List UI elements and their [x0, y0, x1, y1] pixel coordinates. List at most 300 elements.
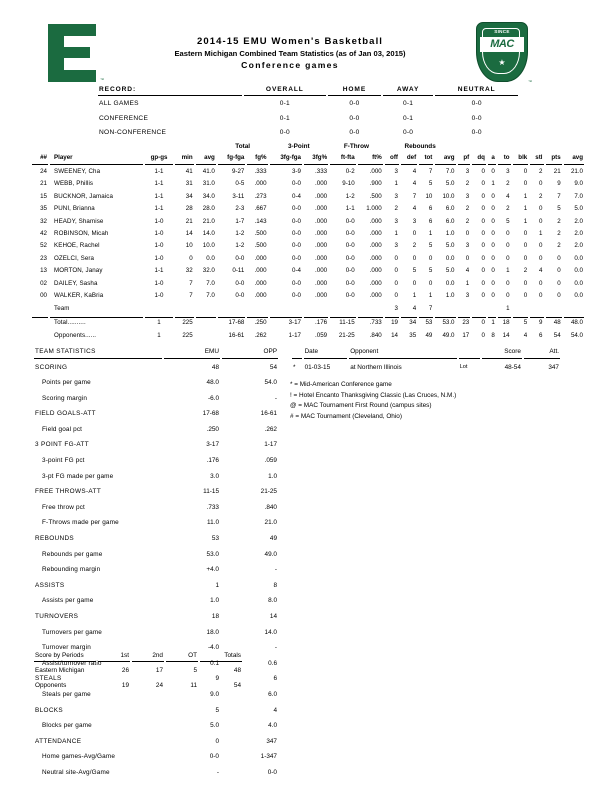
total-ft: 11-15	[330, 317, 356, 329]
team-stat-opp: -	[274, 394, 277, 402]
team-stat-opp: 1-347	[260, 753, 277, 761]
opp-rebavg: 49.0	[442, 331, 455, 339]
opp-a: 8	[491, 331, 495, 339]
player-pts: 0	[557, 279, 561, 287]
player-ftpct: .000	[369, 279, 382, 287]
player-def: 0	[412, 254, 417, 262]
col-a: a	[488, 153, 496, 165]
player-blk: 0	[523, 279, 528, 287]
emu-logo-icon	[48, 24, 104, 82]
team-stat-emu: 48.0	[206, 379, 219, 387]
team-stat-label: Points per game	[42, 379, 91, 387]
player-blk: 0	[523, 242, 528, 250]
player-def: 5	[412, 267, 417, 275]
player-blk: 1	[523, 205, 528, 213]
player-off: 0	[394, 267, 398, 275]
team-def: 4	[412, 305, 417, 313]
team-stat-emu: -6.0	[207, 394, 219, 402]
player-a: 1	[491, 180, 495, 188]
player-blk: 1	[523, 192, 528, 200]
player-pts: 0	[557, 267, 561, 275]
player-gpgs: 1-1	[154, 180, 164, 188]
opponents-row	[32, 331, 584, 341]
col-tot: tot	[419, 153, 433, 165]
col-3fgpct: 3fg%	[304, 153, 328, 165]
player-name: ROBINSON, Micah	[54, 229, 109, 237]
opp-min: 225	[182, 331, 193, 339]
player-pts: 9	[557, 180, 561, 188]
player-ftpct: .000	[369, 254, 382, 262]
player-dq: 0	[481, 205, 485, 213]
player-row	[32, 241, 584, 251]
opp-pts: 54	[553, 331, 561, 339]
col-pf: pf	[458, 153, 471, 165]
col-rebavg: avg	[435, 153, 455, 165]
team-stat-label: Rebounds per game	[42, 550, 103, 558]
player-fg: 0-0	[235, 254, 245, 262]
player-blk: 2	[523, 267, 528, 275]
emu-trademark: ™	[100, 77, 104, 82]
player-ptsavg: 2.0	[574, 217, 583, 225]
sbp-cell-total: 48	[233, 667, 241, 674]
record-header-row	[98, 84, 518, 96]
player-fg: 2-3	[235, 205, 245, 213]
player-ftpct: .000	[369, 167, 382, 175]
group-header-total: Total	[235, 143, 251, 150]
player-tfg: 0-0	[292, 229, 301, 237]
player-fgpct: .000	[254, 180, 267, 188]
player-dq: 0	[481, 180, 485, 188]
player-off: 2	[394, 205, 398, 213]
player-def: 4	[412, 180, 417, 188]
title-line-1: 2014-15 EMU Women's Basketball	[196, 36, 384, 47]
team-stat-emu: 17-68	[202, 410, 219, 418]
sched-col-att: Att.	[524, 346, 560, 359]
opp-ft: 21-25	[338, 331, 355, 339]
opp-tot: 49	[425, 331, 433, 339]
team-stat-opp: 21-25	[260, 488, 277, 496]
player-dq: 0	[481, 242, 485, 250]
player-to: 2	[506, 180, 510, 188]
player-pf: 3	[465, 167, 470, 175]
player-to: 1	[506, 267, 510, 275]
player-row	[32, 266, 584, 276]
player-number: 35	[40, 205, 47, 213]
team-stat-row	[34, 454, 278, 468]
team-row-label: Team	[54, 305, 70, 313]
player-pts: 5	[557, 205, 561, 213]
player-pf: 3	[465, 192, 470, 200]
player-tfgpct: .000	[315, 205, 328, 213]
team-stat-opp: 6.0	[268, 690, 277, 698]
player-fgpct: .000	[254, 267, 267, 275]
sbp-col-totals: Totals	[200, 650, 242, 662]
opp-off: 14	[391, 331, 398, 339]
player-pf: 1	[465, 279, 470, 287]
record-cell: 0-0	[471, 114, 482, 122]
player-a: 0	[491, 192, 495, 200]
player-rebavg: 6.0	[445, 217, 455, 225]
player-off: 0	[394, 291, 398, 299]
team-stat-emu: 53	[211, 535, 219, 543]
col-dq: dq	[472, 153, 486, 165]
player-fg: 1-2	[235, 229, 245, 237]
sbp-cell-total: 54	[233, 682, 241, 690]
player-blk: 0	[523, 180, 528, 188]
player-minavg: 41.0	[202, 167, 215, 175]
player-pf: 0	[465, 254, 470, 262]
record-cell: 0-0	[471, 129, 482, 136]
team-stats-title: TEAM STATISTICS	[34, 346, 162, 359]
player-rebavg: 5.0	[445, 267, 455, 275]
opp-3fgpct: .059	[315, 331, 328, 339]
player-gpgs: 1-0	[154, 254, 164, 262]
record-cell: 0-1	[279, 114, 290, 122]
player-tot: 5	[428, 180, 433, 188]
player-name: HEADY, Shamise	[54, 217, 104, 225]
team-stat-row	[34, 438, 278, 452]
sbp-col-1st: 1st	[98, 650, 130, 662]
player-minavg: 10.0	[202, 242, 215, 250]
team-stat-opp: 49	[269, 535, 277, 543]
star-icon: ★	[498, 58, 506, 67]
player-tfgpct: .000	[315, 291, 328, 299]
player-dq: 0	[481, 167, 485, 175]
record-cell: 0-0	[471, 100, 482, 107]
sched-col-score: Score	[482, 346, 522, 359]
player-number: 00	[40, 291, 47, 299]
player-fg: 1-7	[235, 217, 245, 225]
team-stat-label: Assist/turnover ratio	[42, 659, 102, 667]
player-minavg: 14.0	[202, 229, 215, 237]
player-dq: 0	[481, 291, 485, 299]
player-off: 3	[394, 242, 398, 250]
player-a: 0	[491, 229, 495, 237]
player-to: 3	[506, 167, 510, 175]
player-min: 32	[185, 267, 193, 275]
player-name: DAILEY, Sasha	[54, 279, 98, 287]
team-stat-row	[34, 594, 278, 608]
team-stat-emu: 18.0	[206, 628, 219, 636]
player-number: 42	[40, 229, 47, 237]
title-line-2: Eastern Michigan Combined Team Statistics (as of Jan 03, 2015)	[174, 49, 406, 58]
sched-col-date: Date	[304, 346, 348, 359]
player-dq: 0	[481, 229, 485, 237]
total-gpgs: 1	[145, 317, 173, 329]
player-min: 0	[189, 254, 193, 262]
player-def: 4	[412, 167, 417, 175]
player-ft: 0-0	[345, 279, 355, 287]
legend-item: # = MAC Tournament (Cleveland, Ohio)	[290, 412, 402, 420]
opp-def: 35	[409, 331, 417, 339]
player-off: 3	[394, 217, 398, 225]
player-off: 1	[394, 180, 398, 188]
player-minavg: 21.0	[202, 217, 215, 225]
team-stat-label: Field goal pct	[42, 425, 83, 433]
team-stat-opp: 16-61	[260, 410, 277, 418]
player-tfg: 0-0	[292, 180, 301, 188]
player-number: 13	[40, 267, 47, 275]
team-stat-label: 3 POINT FG-ATT	[35, 441, 90, 449]
team-stat-label: Steals per game	[42, 690, 91, 698]
team-stat-opp: 8.0	[268, 597, 277, 605]
player-ft: 1-1	[345, 205, 355, 213]
record-row-label: NON-CONFERENCE	[99, 129, 167, 136]
table-row	[98, 127, 518, 140]
player-fgpct: .273	[254, 192, 267, 200]
player-stl: 0	[539, 180, 543, 188]
team-stat-emu: 5.0	[210, 722, 219, 730]
team-stat-row	[34, 376, 278, 390]
player-tot: 5	[428, 242, 433, 250]
player-def: 0	[412, 279, 417, 287]
sbp-team-name: Eastern Michigan	[35, 667, 85, 674]
player-blk: 0	[523, 229, 528, 237]
player-name: WALKER, KaBria	[54, 291, 104, 299]
record-col-away: AWAY	[383, 84, 434, 96]
team-stat-opp: .840	[264, 503, 277, 511]
col-minavg: avg	[196, 153, 216, 165]
player-row	[32, 291, 584, 301]
sbp-team-name: Opponents	[35, 682, 67, 690]
team-stat-label: Assists per game	[42, 597, 94, 605]
player-tfg: 0-4	[292, 192, 301, 200]
stats-group-header-row	[32, 142, 584, 151]
player-tfgpct: .000	[315, 180, 328, 188]
team-stat-label: 3-pt FG made per game	[42, 472, 114, 480]
player-ft: 0-0	[345, 254, 355, 262]
player-fgpct: .500	[254, 242, 267, 250]
table-row	[34, 679, 242, 692]
total-blk: 5	[513, 317, 529, 329]
col-3fg: 3fg-fga	[270, 153, 302, 165]
table-row	[98, 113, 518, 126]
player-tfgpct: .000	[315, 267, 328, 275]
player-ptsavg: 0.0	[574, 267, 583, 275]
table-row	[98, 98, 518, 111]
sbp-cell: 11	[190, 682, 197, 690]
col-pts: pts	[546, 153, 562, 165]
player-fgpct: .143	[254, 217, 267, 225]
legend-item: ! = Hotel Encanto Thanksgiving Classic (Las Cruces, N.M.)	[290, 391, 457, 399]
total-ftpct: .733	[358, 317, 383, 329]
player-ftpct: 1.000	[366, 205, 382, 213]
player-tot: 0	[428, 279, 433, 287]
player-ptsavg: 0.0	[574, 254, 583, 262]
player-tfgpct: .000	[315, 217, 328, 225]
team-stat-row	[34, 470, 278, 484]
player-def: 0	[412, 229, 417, 237]
team-stat-label: BLOCKS	[35, 706, 64, 714]
col-ft: ft-fta	[330, 153, 356, 165]
record-cell: 0-0	[349, 129, 360, 136]
player-fg: 1-2	[235, 242, 245, 250]
sched-date: 01-03-15	[304, 363, 331, 371]
total-pf: 23	[458, 317, 471, 329]
player-ptsavg: 5.0	[574, 205, 583, 213]
player-tot: 10	[425, 192, 433, 200]
team-stat-row	[34, 719, 278, 733]
total-3fg: 3-17	[270, 317, 302, 329]
player-pf: 0	[465, 229, 470, 237]
player-tfgpct: .000	[315, 229, 328, 237]
player-pts: 0	[557, 291, 561, 299]
total-row	[32, 317, 584, 329]
team-statistics-table	[32, 344, 280, 782]
player-name: WEBB, Phillis	[54, 180, 94, 188]
team-stat-label: STEALS	[35, 675, 62, 683]
mac-logo-icon	[470, 20, 532, 86]
player-fgpct: .667	[254, 205, 267, 213]
player-stl: 0	[539, 217, 543, 225]
opponents-row-label: Opponents......	[54, 331, 97, 339]
player-fg: 0-5	[235, 180, 245, 188]
player-def: 2	[412, 242, 417, 250]
player-tfg: 0-0	[292, 242, 301, 250]
opp-pf: 17	[462, 331, 470, 339]
player-fgpct: .000	[254, 279, 267, 287]
team-stat-opp: -	[274, 644, 277, 652]
team-stat-emu: 1.0	[210, 597, 219, 605]
sched-col-opponent: Opponent	[349, 346, 457, 359]
table-row	[34, 664, 242, 677]
team-stat-emu: 11-15	[203, 488, 219, 496]
player-ftpct: .500	[369, 192, 382, 200]
player-ftpct: .000	[369, 267, 382, 275]
player-tfgpct: .000	[315, 279, 328, 287]
record-cell: 0-1	[279, 100, 290, 107]
player-tfg: 3-9	[292, 167, 301, 175]
col-off: off	[385, 153, 399, 165]
player-min: 7	[189, 279, 193, 287]
player-blk: 0	[523, 291, 528, 299]
opp-to: 14	[502, 331, 510, 339]
team-stat-emu: -4.0	[207, 644, 219, 652]
player-gpgs: 1-0	[154, 279, 164, 287]
team-stat-opp: 4.0	[268, 722, 277, 730]
player-minavg: 34.0	[202, 192, 215, 200]
schedule-legend	[290, 380, 570, 422]
team-stat-emu: .733	[206, 503, 219, 511]
player-number: 23	[40, 254, 47, 262]
team-stat-opp: 6	[273, 675, 277, 683]
player-fgpct: .000	[254, 291, 267, 299]
player-ptsavg: 2.0	[574, 229, 583, 237]
player-tfgpct: .333	[315, 167, 328, 175]
team-row	[32, 303, 584, 314]
player-tot: 7	[428, 167, 433, 175]
team-stat-label: Rebounding margin	[42, 566, 101, 574]
player-a: 0	[491, 205, 495, 213]
player-gpgs: 1-1	[154, 167, 164, 175]
total-def: 34	[401, 317, 417, 329]
record-cell: 0-0	[279, 129, 290, 136]
team-stat-opp: 54	[269, 363, 277, 371]
player-minavg: 7.0	[206, 279, 215, 287]
player-pts: 2	[557, 229, 561, 237]
player-gpgs: 1-1	[154, 205, 164, 213]
team-tot: 7	[428, 305, 433, 313]
player-number: 24	[40, 167, 47, 175]
player-row	[32, 167, 584, 177]
player-number: 52	[40, 242, 47, 250]
col-min: min	[175, 153, 194, 165]
player-def: 3	[412, 217, 417, 225]
player-to: 0	[506, 291, 510, 299]
player-stl: 0	[539, 242, 543, 250]
player-a: 0	[491, 267, 495, 275]
team-stat-label: Scoring margin	[42, 394, 88, 402]
record-col-overall: OVERALL	[244, 84, 327, 96]
player-ftpct: .000	[369, 217, 382, 225]
player-off: 3	[394, 192, 398, 200]
legend-item: @ = MAC Tournament First Round (campus sites)	[290, 402, 432, 410]
player-rebavg: 0.0	[445, 279, 455, 287]
team-stat-label: SCORING	[35, 363, 68, 371]
player-gpgs: 1-1	[154, 192, 164, 200]
player-def: 4	[412, 205, 417, 213]
player-a: 0	[491, 167, 495, 175]
team-stat-opp: 1-17	[264, 441, 277, 449]
team-stat-opp: .059	[264, 457, 277, 465]
player-row	[32, 204, 584, 214]
player-rebavg: 1.0	[445, 229, 455, 237]
team-stat-emu: 48	[211, 363, 219, 371]
col-fg: fg-fga	[218, 153, 246, 165]
opp-gpgs: 1	[157, 331, 161, 339]
player-number: 02	[40, 279, 47, 287]
player-ptsavg: 21.0	[570, 167, 583, 175]
opp-ptsavg: 54.0	[570, 331, 583, 339]
sbp-header-row	[34, 650, 242, 662]
player-to: 0	[506, 229, 510, 237]
player-name: BUCKNOR, Jamaica	[54, 192, 114, 200]
team-stat-label: FIELD GOALS-ATT	[35, 410, 96, 418]
player-tfg: 0-0	[292, 279, 301, 287]
team-stat-emu: 9	[215, 675, 219, 683]
record-col-home: HOME	[328, 84, 381, 96]
col-number: ##	[32, 153, 48, 165]
team-stat-emu: -	[216, 768, 219, 776]
team-stat-row	[34, 626, 278, 640]
team-stat-row	[34, 735, 278, 749]
player-pf: 3	[465, 242, 470, 250]
col-to: to	[498, 153, 511, 165]
player-ptsavg: 2.0	[574, 242, 583, 250]
player-def: 1	[412, 291, 417, 299]
team-stat-row	[34, 548, 278, 562]
player-min: 28	[185, 205, 193, 213]
player-rebavg: 5.0	[445, 242, 455, 250]
player-ft: 0-2	[345, 167, 355, 175]
player-stats-table	[30, 140, 586, 343]
team-stat-opp: 21.0	[264, 519, 277, 527]
stats-header-row	[32, 153, 584, 165]
player-tfg: 0-0	[292, 217, 301, 225]
record-row-label: CONFERENCE	[99, 114, 149, 122]
player-stl: 2	[539, 167, 543, 175]
team-stat-emu: 3.0	[210, 472, 219, 480]
total-row-label: Total..........	[50, 317, 143, 329]
player-pts: 2	[557, 217, 561, 225]
player-tot: 0	[428, 254, 433, 262]
player-name: OZELCI, Sera	[54, 254, 95, 262]
player-minavg: 32.0	[202, 267, 215, 275]
group-header-3point: 3-Point	[287, 143, 310, 150]
player-off: 1	[394, 229, 398, 237]
player-pf: 2	[465, 180, 470, 188]
sched-att: 347	[548, 363, 559, 371]
